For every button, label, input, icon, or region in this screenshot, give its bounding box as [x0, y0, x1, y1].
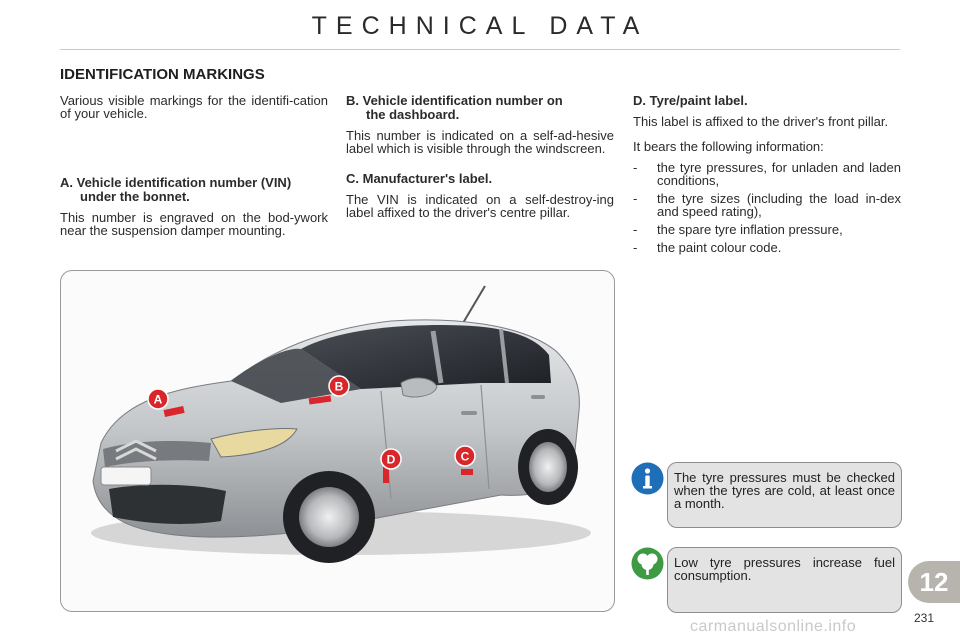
marking-b-title-line2: the dashboard.	[366, 107, 460, 122]
marking-d-subtext: It bears the following information:	[633, 139, 824, 154]
marking-d-text: This label is affixed to the driver's front pillar.	[633, 114, 889, 129]
license-plate	[101, 467, 151, 485]
column-middle	[346, 94, 614, 227]
marking-a-text: This number is engraved on the bod-ywork near the suspension damper mounting.	[60, 210, 328, 238]
door-handle	[461, 411, 477, 415]
eco-note-text: Low tyre pressures increase fuel consumption.	[674, 555, 895, 583]
page-title: TECHNICAL DATA	[311, 12, 649, 40]
info-note-text: The tyre pressures must be checked when the tyres are cold, at least once a month.	[674, 470, 895, 511]
car-drawing	[61, 271, 614, 611]
marking-a-title-line2: under the bonnet.	[80, 189, 190, 204]
marking-b-text: This number is indicated on a self-ad-hesive label which is visible through the windscreen.	[346, 128, 614, 156]
section-title: IDENTIFICATION MARKINGS	[60, 66, 265, 83]
badge-b-label: B	[334, 379, 344, 394]
marking-d-title: D. Tyre/paint label.	[633, 93, 748, 108]
marking-b-title	[346, 94, 614, 122]
info-icon	[631, 462, 664, 495]
marking-a-title-line1: A. Vehicle identification number (VIN)	[60, 175, 292, 190]
label-marker-d	[383, 467, 389, 483]
marking-c-title: C. Manufacturer's label.	[346, 171, 493, 186]
eco-note	[667, 547, 902, 613]
marking-c-text: The VIN is indicated on a self-destroy-ing label affixed to the driver's centre pillar.	[346, 192, 614, 220]
label-marker-c	[461, 469, 473, 475]
watermark: carmanualsonline.info	[690, 618, 857, 635]
rear-rim	[529, 442, 567, 492]
tyre-label-list	[633, 161, 901, 254]
badge-b	[329, 376, 349, 396]
badge-c	[455, 446, 475, 466]
list-item: - the paint colour code.	[633, 241, 901, 254]
marking-b-title-line1: B. Vehicle identification number on	[346, 93, 563, 108]
eco-tree-icon	[631, 547, 664, 580]
intro-text: Various visible markings for the identifi-cation of your vehicle.	[60, 93, 328, 121]
list-item: - the tyre pressures, for unladen and laden conditions,	[633, 161, 901, 187]
list-item: - the tyre sizes (including the load in-dex and speed rating),	[633, 192, 901, 218]
front-rim	[299, 487, 359, 547]
chapter-tab: 12	[908, 561, 960, 603]
header-divider	[60, 49, 900, 50]
column-right	[633, 94, 901, 259]
column-left	[60, 94, 328, 245]
antenna	[463, 286, 485, 323]
marking-a-title	[60, 176, 328, 204]
badge-d-label: D	[386, 452, 396, 467]
page-number: 231	[914, 611, 935, 625]
list-item: - the spare tyre inflation pressure,	[633, 223, 901, 236]
badge-a-label: A	[153, 392, 163, 407]
info-note	[667, 462, 902, 528]
car-illustration	[60, 270, 615, 612]
lower-grille	[109, 485, 226, 524]
badge-a	[148, 389, 168, 409]
door-handle	[531, 395, 545, 399]
badge-c-label: C	[460, 449, 470, 464]
badge-d	[381, 449, 401, 469]
